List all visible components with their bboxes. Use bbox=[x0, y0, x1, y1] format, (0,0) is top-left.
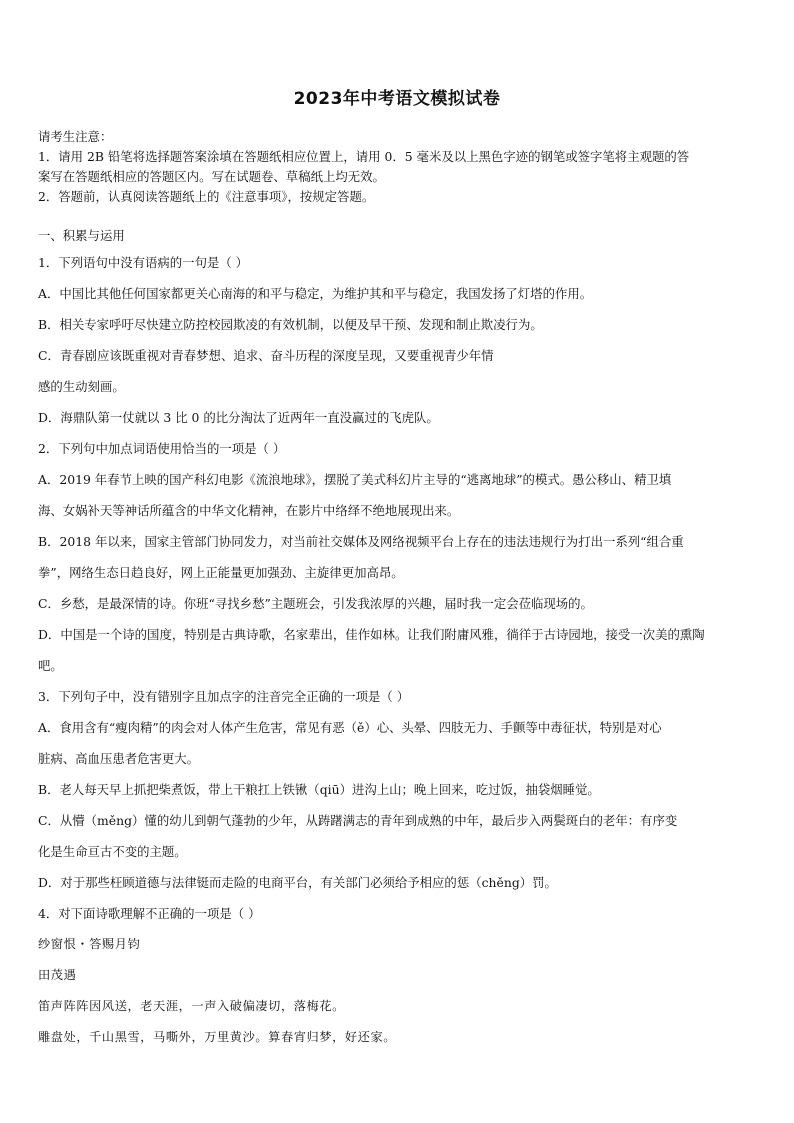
question-stem: 4．对下面诗歌理解不正确的一项是（ ） bbox=[38, 906, 261, 921]
option-d: D．对于那些枉顾道德与法律铤而走险的电商平台，有关部门必须给予相应的惩（chěng）罚。 bbox=[38, 875, 557, 890]
option-d-line-1: D．中国是一个诗的国度，特别是古典诗歌，名家辈出，佳作如林。让我们附庸风雅，徜徉于古诗园地，接受一次美的熏陶 bbox=[38, 627, 705, 642]
page-title: 2023年中考语文模拟试卷 bbox=[293, 89, 501, 109]
option-b: B．老人每天早上抓把柴煮饭，带上干粮扛上铁锹（qiū）进沟上山；晚上回来，吃过饭，抽袋烟睡觉。 bbox=[38, 782, 600, 797]
notice-item-1-line-2: 案写在答题纸相应的答题区内。写在试题卷、草稿纸上均无效。 bbox=[38, 169, 385, 184]
option-c-line-1: C．青春剧应该既重视对青春梦想、追求、奋斗历程的深度呈现，又要重视青少年情 bbox=[38, 348, 494, 363]
question-2 bbox=[38, 433, 756, 681]
notice-heading: 请考生注意： bbox=[38, 129, 113, 144]
question-3 bbox=[38, 681, 756, 898]
question-stem: 1．下列语句中没有语病的一句是（ ） bbox=[38, 255, 249, 270]
option-c-line-1: C．从懵（měng）懂的幼儿到朝气蓬勃的少年，从踌躇满志的青年到成熟的中年，最后步入两鬓斑白的老年：有序变 bbox=[38, 813, 678, 828]
poem-author: 田茂遇 bbox=[38, 968, 77, 982]
notice-item-1-line-1: 1．请用 2B 铅笔将选择题答案涂填在答题纸相应位置上，请用 0．5 毫米及以上黑色字迹的钢笔或签字笔将主观题的答 bbox=[38, 149, 690, 164]
option-d: D．海鼎队第一仗就以 3 比 0 的比分淘汰了近两年一直没赢过的飞虎队。 bbox=[38, 410, 439, 425]
option-b-line-1: B．2018 年以来，国家主管部门协同发力，对当前社交媒体及网络视频平台上存在的违法违规行为打出一系列“组合重 bbox=[38, 534, 684, 549]
question-1 bbox=[38, 247, 756, 433]
option-c-line-2: 化是生命亘古不变的主题。 bbox=[38, 844, 187, 859]
notice-item-2: 2．答题前，认真阅读答题纸上的《注意事项》，按规定答题。 bbox=[38, 189, 375, 204]
poem-line-2: 雕盘处，千山黑雪，马嘶外，万里黄沙。算春宵归梦，好还家。 bbox=[38, 1030, 397, 1044]
option-d-line-2: 吧。 bbox=[38, 658, 63, 673]
option-a-line-2: 脏病、高血压患者危害更大。 bbox=[38, 751, 200, 766]
option-a-line-2: 海、女娲补天等神话所蕴含的中华文化精神，在影片中络绎不绝地展现出来。 bbox=[38, 503, 460, 518]
poem bbox=[38, 929, 756, 1053]
notice-block bbox=[38, 127, 756, 207]
option-a-line-1: A．食用含有“瘦肉精”的肉会对人体产生危害，常见有恶（ě）心、头晕、四肢无力、手颤等中毒征状，特别是对心 bbox=[38, 720, 662, 735]
poem-line-1: 笛声阵阵因风送，老天涯，一声入破偏凄切，落梅花。 bbox=[38, 999, 345, 1013]
poem-title: 纱窗恨・答赐月钧 bbox=[38, 937, 141, 951]
option-a: A．中国比其他任何国家都更关心南海的和平与稳定，为维护其和平与稳定，我国发扬了灯塔的作用。 bbox=[38, 286, 593, 301]
question-stem: 3．下列句子中，没有错别字且加点字的注音完全正确的一项是（ ） bbox=[38, 689, 410, 704]
option-b-line-2: 拳”，网络生态日趋良好，网上正能量更加强劲、主旋律更加高昂。 bbox=[38, 565, 404, 580]
question-stem: 2．下列句中加点词语使用恰当的一项是（ ） bbox=[38, 441, 286, 456]
option-a-line-1: A．2019 年春节上映的国产科幻电影《流浪地球》，摆脱了美式科幻片主导的“逃离地球”的模式。愚公移山、精卫填 bbox=[38, 472, 672, 487]
question-4 bbox=[38, 898, 756, 929]
option-c-line-2: 感的生动刻画。 bbox=[38, 379, 125, 394]
section-heading: 一、积累与运用 bbox=[38, 228, 125, 243]
option-c: C．乡愁，是最深情的诗。你班“寻找乡愁”主题班会，引发我浓厚的兴趣，届时我一定会莅临现场的。 bbox=[38, 596, 593, 611]
option-b: B．相关专家呼吁尽快建立防控校园欺凌的有效机制，以便及早干预、发现和制止欺凌行为。 bbox=[38, 317, 543, 332]
